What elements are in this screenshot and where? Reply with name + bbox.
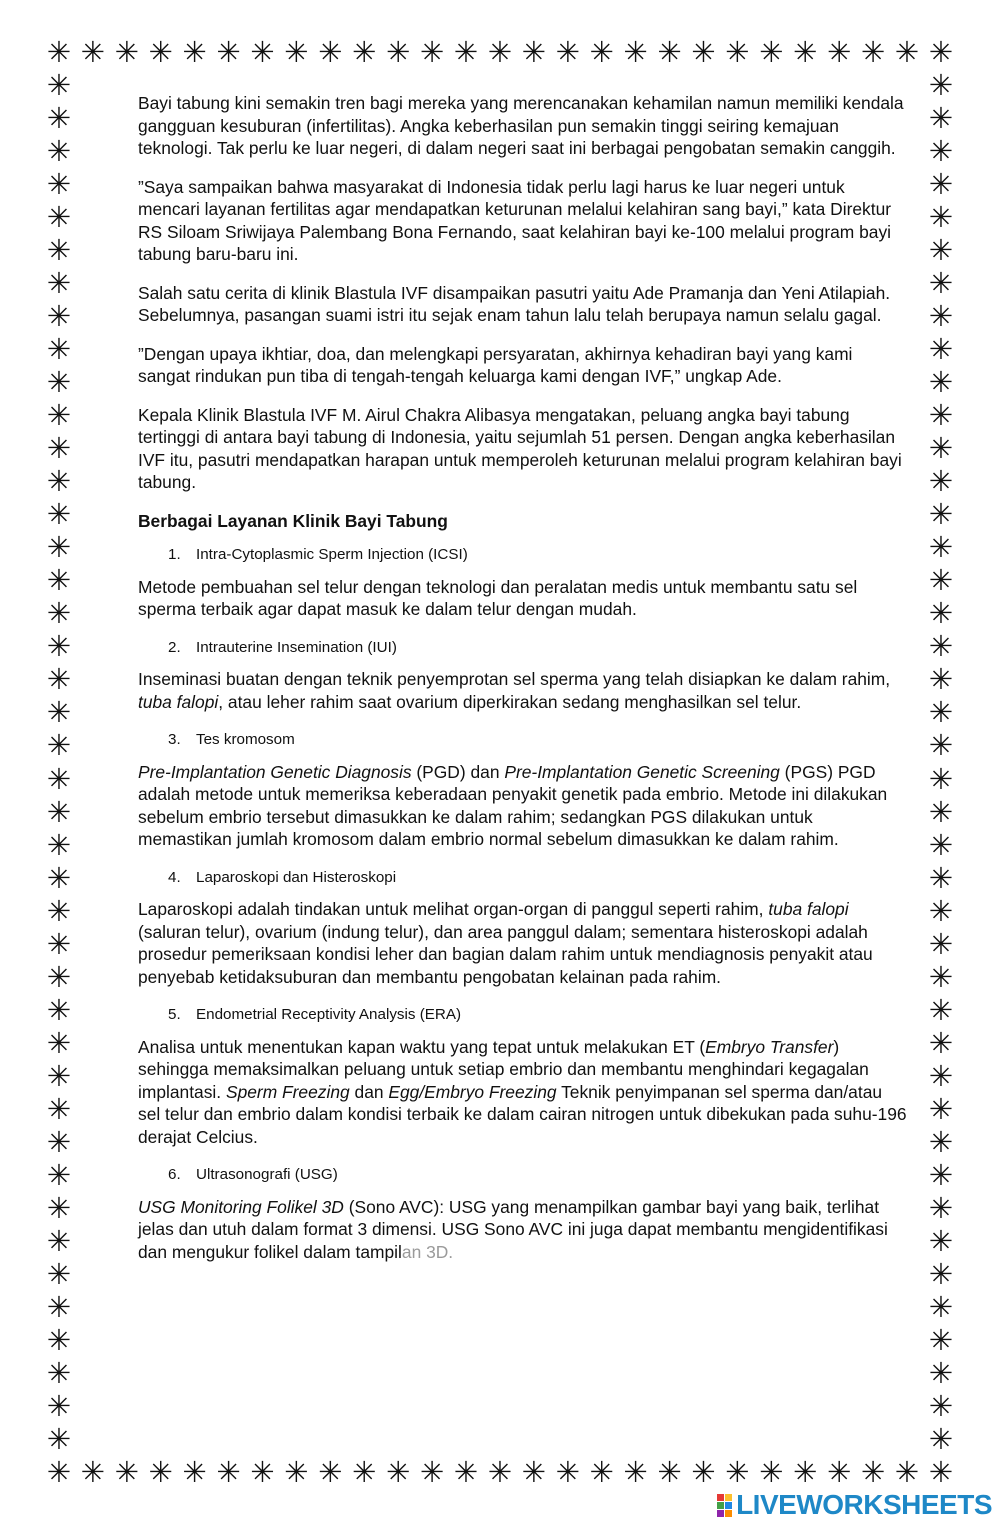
border-star-icon: ✳ [352, 35, 377, 69]
border-star-icon: ✳ [216, 1455, 241, 1489]
service-number: 3. [168, 731, 181, 748]
description-text: Inseminasi buatan dengan teknik penyemprotan sel sperma yang telah disiapkan ke dalam rahim, [138, 669, 891, 689]
border-star-icon: ✳ [928, 497, 954, 532]
section-heading: Berbagai Layanan Klinik Bayi Tabung [138, 510, 448, 531]
border-star-icon: ✳ [46, 530, 72, 565]
border-star-icon: ✳ [386, 35, 411, 69]
border-star-icon: ✳ [793, 1455, 818, 1489]
border-star-icon: ✳ [928, 596, 954, 631]
logo-square [725, 1494, 732, 1501]
border-star-icon: ✳ [623, 35, 648, 69]
border-star-icon: ✳ [46, 1124, 72, 1159]
logo-square [717, 1502, 724, 1509]
service-item-title [138, 544, 908, 567]
border-star-icon: ✳ [725, 35, 750, 69]
border-star-icon: ✳ [386, 1455, 411, 1489]
border-star-icon: ✳ [46, 1455, 72, 1489]
logo-mark-icon [717, 1494, 732, 1517]
border-star-icon: ✳ [46, 926, 72, 961]
border-star-icon: ✳ [46, 596, 72, 631]
border-star-icon: ✳ [725, 1455, 750, 1489]
border-star-icon: ✳ [928, 101, 954, 136]
description-text: ) sehingga memaksimalkan peluang untuk setiap embrio dan membantu menghindari kegagalan implantasi. [138, 1036, 869, 1102]
border-star-icon: ✳ [46, 266, 72, 301]
border-star-icon: ✳ [928, 398, 954, 433]
border-star-icon: ✳ [46, 695, 72, 730]
border-star-icon: ✳ [46, 101, 72, 136]
border-star-icon: ✳ [691, 1455, 716, 1489]
border-star-icon: ✳ [487, 35, 513, 69]
border-star-icon: ✳ [555, 1455, 580, 1489]
border-star-icon: ✳ [46, 1025, 72, 1060]
border-star-icon: ✳ [928, 266, 954, 301]
border-star-icon: ✳ [46, 431, 72, 466]
intro-paragraph-2: ”Saya sampaikan bahwa masyarakat di Indonesia tidak perlu lagi harus ke luar negeri untuk mencari layanan fertilitas agar mendapatkan keturunan melalui kelahiran sang bayi,” kata Direktur RS Siloam Sriwijaya Palembang Bona Fernando, saat kelahiran bayi ke-100 melalui program bayi tabung baru-baru ini. [138, 176, 892, 264]
logo-text: LIVEWORKSHEETS [736, 1489, 992, 1520]
service-item-title [138, 867, 908, 890]
border-star-icon: ✳ [216, 35, 241, 69]
logo-square [725, 1502, 732, 1509]
border-star-icon: ✳ [419, 1455, 445, 1489]
border-star-icon: ✳ [46, 1322, 72, 1357]
border-star-icon: ✳ [928, 35, 954, 69]
intro-paragraph-4: ”Dengan upaya ikhtiar, doa, dan melengkapi persyaratan, akhirnya kehadiran bayi yang kami sangat rindukan pun tiba di tengah-tengah keluarga kami dengan IVF,” ungkap Ade. [138, 343, 853, 386]
border-star-icon: ✳ [46, 1289, 72, 1324]
border-star-icon: ✳ [46, 299, 72, 334]
border-star-icon: ✳ [46, 398, 72, 433]
border-star-icon: ✳ [623, 1455, 648, 1489]
border-star-icon: ✳ [793, 35, 818, 69]
border-star-icon: ✳ [46, 497, 72, 532]
service-title: Intra-Cytoplasmic Sperm Injection (ICSI) [196, 546, 468, 563]
border-star-icon: ✳ [928, 893, 954, 928]
border-star-icon: ✳ [928, 1124, 954, 1159]
service-number: 2. [168, 638, 181, 656]
border-star-icon: ✳ [691, 35, 716, 69]
border-star-icon: ✳ [928, 1025, 954, 1060]
border-star-icon: ✳ [453, 35, 479, 69]
italic-term: Embryo Transfer [705, 1036, 834, 1057]
border-star-icon: ✳ [46, 563, 72, 598]
border-star-icon: ✳ [759, 1455, 784, 1489]
border-star-icon: ✳ [928, 1455, 954, 1489]
border-star-icon: ✳ [928, 794, 954, 829]
border-star-icon: ✳ [928, 1223, 954, 1258]
border-star-icon: ✳ [928, 761, 954, 796]
logo-square [717, 1494, 724, 1501]
service-description [138, 668, 908, 713]
border-star-icon: ✳ [928, 464, 954, 499]
border-star-icon: ✳ [46, 167, 72, 202]
italic-term: Pre-Implantation Genetic Screening [504, 761, 780, 782]
service-number: 4. [168, 868, 181, 886]
service-description [138, 898, 908, 988]
border-star-icon: ✳ [46, 662, 72, 697]
border-star-icon: ✳ [46, 1058, 72, 1093]
border-star-icon: ✳ [352, 1455, 377, 1489]
border-star-icon: ✳ [928, 1190, 954, 1225]
border-star-icon: ✳ [928, 1322, 954, 1357]
intro-paragraph-1: Bayi tabung kini semakin tren bagi mereka yang merencanakan kehamilan namun memiliki kendala gangguan kesuburan (infertilitas). Angka keberhasilan pun semakin tinggi seiring kemajuan teknologi. Tak perlu ke luar negeri, di dalam negeri saat ini berbagai pengobatan semakin canggih. [138, 93, 904, 158]
service-title: Endometrial Receptivity Analysis (ERA) [196, 1006, 462, 1023]
border-star-icon: ✳ [46, 629, 72, 664]
intro-paragraph-5: Kepala Klinik Blastula IVF M. Airul Chakra Alibasya mengatakan, peluang angka bayi tabung tertinggi di antara bayi tabung di Indonesia, yaitu sejumlah 51 persen. Dengan angka keberhasilan IVF itu, pasutri mendapatkan harapan untuk memperoleh keturunan melalui program kelahiran bayi tabung. [138, 404, 902, 492]
border-star-icon: ✳ [148, 1455, 173, 1489]
italic-term: Pre-Implantation Genetic Diagnosis [138, 761, 412, 782]
border-star-icon: ✳ [928, 926, 954, 961]
border-star-icon: ✳ [318, 1455, 343, 1489]
border-star-icon: ✳ [114, 1455, 139, 1489]
border-star-icon: ✳ [928, 1058, 954, 1093]
border-star-icon: ✳ [46, 728, 72, 763]
border-star-icon: ✳ [657, 35, 682, 69]
service-item-title [138, 1004, 908, 1027]
border-star-icon: ✳ [46, 893, 72, 928]
border-star-icon: ✳ [46, 68, 72, 103]
border-star-icon: ✳ [928, 695, 954, 730]
italic-term: USG Monitoring Folikel 3D [138, 1196, 344, 1217]
border-star-icon: ✳ [46, 1223, 72, 1258]
border-star-icon: ✳ [657, 1455, 682, 1489]
border-star-icon: ✳ [589, 35, 614, 69]
border-star-icon: ✳ [928, 200, 954, 235]
service-description [138, 1036, 908, 1149]
description-text: Laparoskopi adalah tindakan untuk melihat organ-organ di panggul seperti rahim, [138, 899, 769, 919]
border-star-icon: ✳ [928, 332, 954, 367]
service-description [138, 576, 908, 621]
description-text: Teknik penyimpanan sel sperma dan/atau sel telur dan embrio dalam kondisi terbaik ke dalam cairan nitrogen untuk dibekukan pada suhu-196 derajat Celcius. [138, 1081, 907, 1147]
border-star-icon: ✳ [46, 365, 72, 400]
service-title: Tes kromosom [196, 731, 295, 748]
border-star-icon: ✳ [46, 200, 72, 235]
border-star-icon: ✳ [759, 35, 784, 69]
border-star-icon: ✳ [894, 35, 920, 69]
border-star-icon: ✳ [250, 35, 275, 69]
border-star-icon: ✳ [318, 35, 343, 69]
border-star-icon: ✳ [46, 959, 72, 994]
logo-square [725, 1510, 732, 1517]
border-star-icon: ✳ [250, 1455, 275, 1489]
border-star-icon: ✳ [46, 1091, 72, 1126]
description-text: (Sono AVC): USG yang menampilkan gambar bayi yang baik, terlihat jelas dan utuh dalam format 3 dimensi. USG Sono AVC ini juga dapat membantu mengidentifikasi dan mengukur folikel dalam tampil [138, 1196, 888, 1262]
border-star-icon: ✳ [182, 1455, 207, 1489]
border-star-icon: ✳ [148, 35, 173, 69]
border-star-icon: ✳ [284, 1455, 309, 1489]
service-description [138, 761, 908, 851]
border-star-icon: ✳ [80, 35, 106, 69]
border-star-icon: ✳ [46, 1256, 72, 1291]
border-star-icon: ✳ [453, 1455, 479, 1489]
service-description [138, 1196, 908, 1264]
border-star-icon: ✳ [928, 167, 954, 202]
description-text: (PGS) PGD adalah metode untuk memeriksa keberadaan penyakit genetik pada embrio. Metode ini dilakukan sebelum embrio tersebut dimasukkan ke dalam rahim; sedangkan PGS dilakukan untuk memastikan jumlah kromosom dalam embrio normal sebelum dimasukkan ke dalam rahim. [138, 761, 888, 849]
border-star-icon: ✳ [894, 1455, 920, 1489]
italic-term: Egg/Embryo Freezing [388, 1081, 557, 1102]
description-text: Analisa untuk menentukan kapan waktu yang tepat untuk melakukan ET ( [138, 1036, 706, 1057]
border-star-icon: ✳ [46, 1157, 72, 1192]
italic-term: tuba falopi [768, 899, 849, 919]
border-star-icon: ✳ [80, 1455, 106, 1489]
border-star-icon: ✳ [928, 431, 954, 466]
border-star-icon: ✳ [928, 959, 954, 994]
border-star-icon: ✳ [928, 299, 954, 334]
border-star-icon: ✳ [928, 530, 954, 565]
border-star-icon: ✳ [589, 1455, 614, 1489]
border-star-icon: ✳ [827, 1455, 852, 1489]
description-text: dan [349, 1081, 389, 1102]
border-star-icon: ✳ [928, 563, 954, 598]
service-list [138, 544, 908, 1263]
border-star-icon: ✳ [46, 992, 72, 1027]
service-title: Laparoskopi dan Histeroskopi [196, 868, 397, 886]
border-star-icon: ✳ [928, 728, 954, 763]
service-number: 5. [168, 1006, 181, 1023]
border-star-icon: ✳ [284, 35, 309, 69]
border-star-icon: ✳ [46, 1421, 72, 1456]
description-text: , atau leher rahim saat ovarium diperkirakan sedang menghasilkan sel telur. [218, 691, 802, 712]
border-star-icon: ✳ [114, 35, 139, 69]
description-text: an 3D. [401, 1241, 454, 1262]
service-number: 6. [168, 1166, 181, 1183]
border-star-icon: ✳ [928, 1421, 954, 1456]
logo-square [717, 1510, 724, 1517]
intro-paragraph-3: Salah satu cerita di klinik Blastula IVF disampaikan pasutri yaitu Ade Pramanja dan Yeni Atilapiah. Sebelumnya, pasangan suami istri itu sejak enam tahun lalu telah berupaya namun selalu gagal. [138, 282, 891, 325]
border-star-icon: ✳ [928, 992, 954, 1027]
border-star-icon: ✳ [928, 68, 954, 103]
border-star-icon: ✳ [928, 233, 954, 268]
border-star-icon: ✳ [46, 464, 72, 499]
border-star-icon: ✳ [46, 1355, 72, 1390]
service-item-title [138, 729, 908, 752]
border-star-icon: ✳ [827, 35, 852, 69]
liveworksheets-logo [717, 1490, 992, 1520]
description-text: Metode pembuahan sel telur dengan teknologi dan peralatan medis untuk membantu satu sel sperma terbaik agar dapat masuk ke dalam telur dengan mudah. [138, 576, 858, 619]
description-text: (PGD) dan [411, 761, 505, 782]
border-star-icon: ✳ [928, 134, 954, 169]
border-star-icon: ✳ [860, 35, 886, 69]
service-number: 1. [168, 546, 181, 563]
border-star-icon: ✳ [928, 1091, 954, 1126]
border-star-icon: ✳ [928, 629, 954, 664]
border-star-icon: ✳ [46, 794, 72, 829]
service-item-title [138, 637, 908, 660]
border-star-icon: ✳ [555, 35, 580, 69]
border-star-icon: ✳ [928, 827, 954, 862]
border-star-icon: ✳ [46, 233, 72, 268]
border-star-icon: ✳ [928, 1289, 954, 1324]
border-star-icon: ✳ [46, 1388, 72, 1423]
service-title: Intrauterine Insemination (IUI) [196, 638, 397, 656]
border-star-icon: ✳ [928, 1256, 954, 1291]
service-item-title [138, 1164, 908, 1187]
italic-term: Sperm Freezing [225, 1081, 350, 1102]
italic-term: tuba falopi [138, 691, 219, 712]
border-star-icon: ✳ [46, 1190, 72, 1225]
border-star-icon: ✳ [521, 35, 547, 69]
border-star-icon: ✳ [46, 761, 72, 796]
border-star-icon: ✳ [928, 1355, 954, 1390]
border-star-icon: ✳ [46, 134, 72, 169]
border-star-icon: ✳ [860, 1455, 886, 1489]
service-title: Ultrasonografi (USG) [196, 1166, 338, 1183]
border-star-icon: ✳ [46, 35, 72, 69]
article-body [138, 92, 908, 1279]
border-star-icon: ✳ [46, 332, 72, 367]
border-star-icon: ✳ [419, 35, 445, 69]
border-star-icon: ✳ [521, 1455, 547, 1489]
border-star-icon: ✳ [928, 1388, 954, 1423]
border-star-icon: ✳ [46, 827, 72, 862]
border-star-icon: ✳ [928, 365, 954, 400]
border-star-icon: ✳ [46, 860, 72, 895]
border-star-icon: ✳ [487, 1455, 513, 1489]
border-star-icon: ✳ [928, 1157, 954, 1192]
border-star-icon: ✳ [928, 662, 954, 697]
description-text: (saluran telur), ovarium (indung telur), dan area panggul dalam; sementara histeroskopi adalah prosedur pemeriksaan kondisi leher dan bagian dalam rahim untuk mendiagnosis penyakit atau penyebab ketidaksuburan dan membantu pengobatan kelainan pada rahim. [138, 921, 873, 987]
border-star-icon: ✳ [928, 860, 954, 895]
border-star-icon: ✳ [182, 35, 207, 69]
